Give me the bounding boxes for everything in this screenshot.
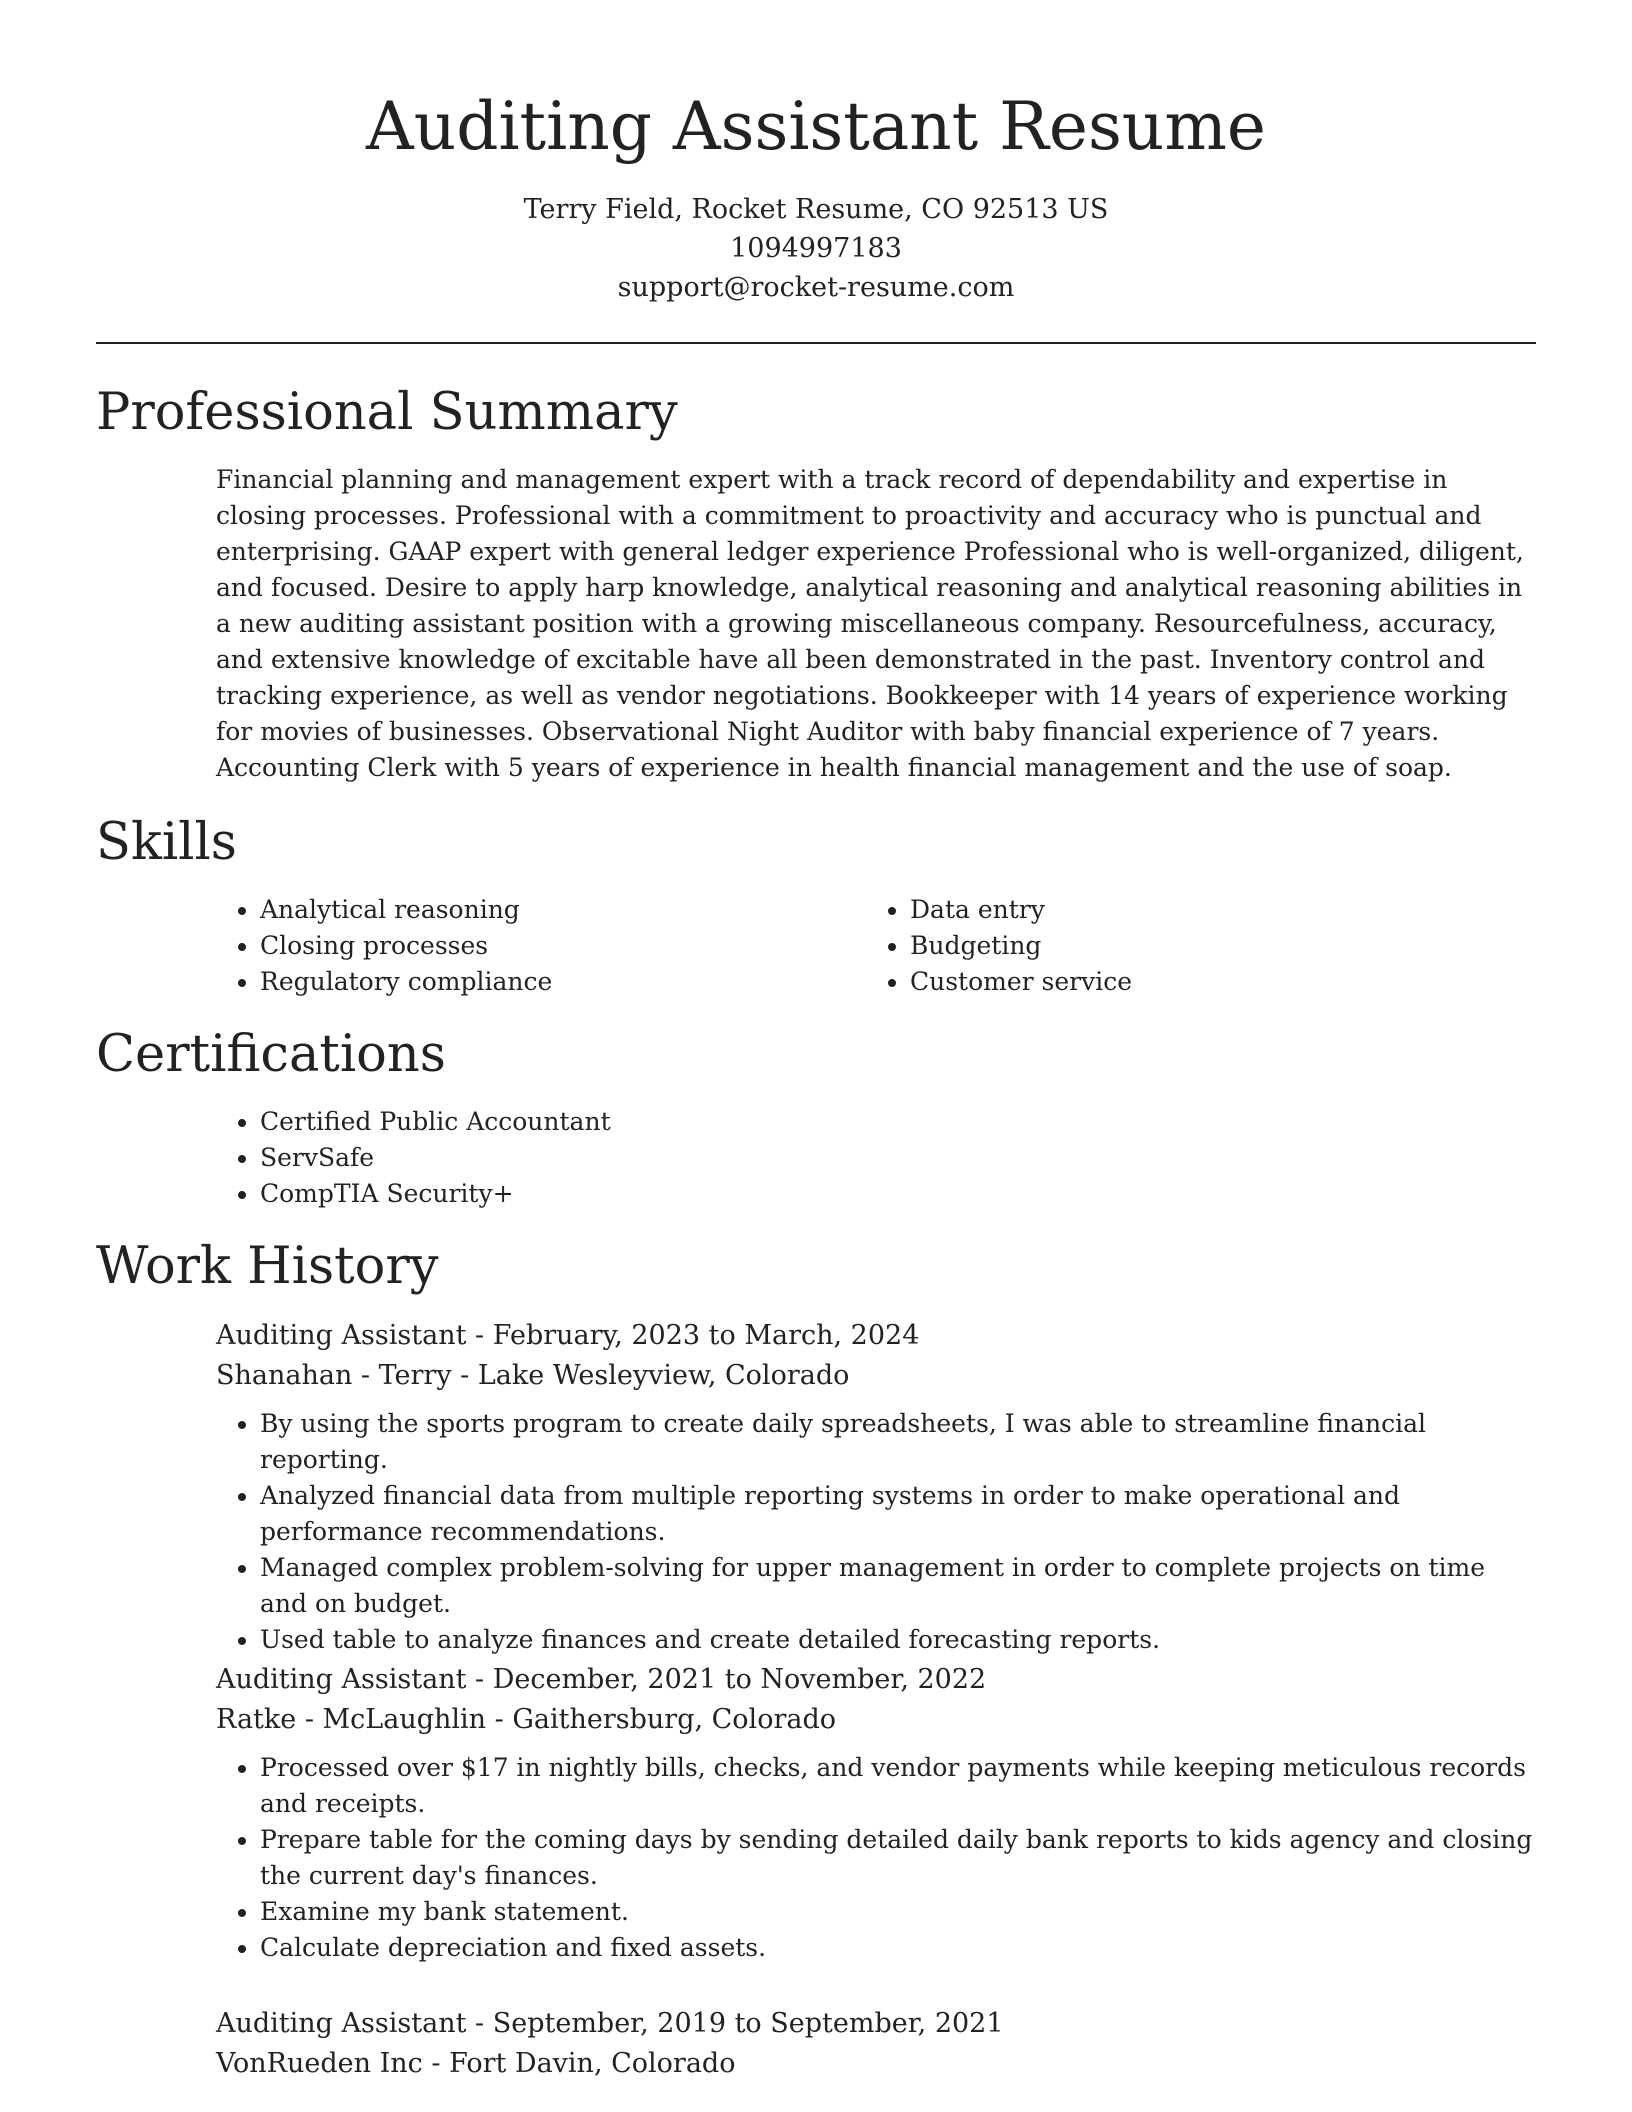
contact-address: Terry Field, Rocket Resume, CO 92513 US <box>523 194 1109 225</box>
job-bullet-list <box>216 1406 1536 1658</box>
job-title-line <box>216 1660 1536 1700</box>
skill-item: • Customer service <box>910 964 1132 1000</box>
skill-item: • Closing processes <box>260 928 552 964</box>
job-dates: - September, 2019 to September, 2021 <box>466 2008 1004 2039</box>
skill-item: • Data entry <box>910 892 1132 928</box>
job-company: Shanahan - Terry <box>216 1360 452 1391</box>
job-location: - Lake Wesleyview, Colorado <box>451 1360 850 1391</box>
skill-item: • Regulatory compliance <box>260 964 552 1000</box>
job-bullet: • Prepare table for the coming days by sending detailed daily bank reports to kids agency and closing the current day's finances. <box>260 1822 1536 1894</box>
job-entry <box>216 1316 1536 1658</box>
job-role: Auditing Assistant <box>216 1664 467 1695</box>
job-company-line <box>216 1356 1536 1396</box>
job-title-line <box>216 1316 1536 1356</box>
job-company: VonRueden Inc <box>216 2048 423 2079</box>
certification-item: • ServSafe <box>260 1140 611 1176</box>
job-bullet: • Calculate depreciation and fixed assets. <box>260 1930 1536 1966</box>
certifications-list <box>216 1104 611 1212</box>
contact-block <box>0 190 1632 307</box>
job-dates: - December, 2021 to November, 2022 <box>466 1664 987 1695</box>
skill-item: • Analytical reasoning <box>260 892 552 928</box>
job-bullet: • By using the sports program to create daily spreadsheets, I was able to streamline financial reporting. <box>260 1406 1536 1478</box>
job-bullet: • Used table to analyze finances and create detailed forecasting reports. <box>260 1622 1536 1658</box>
job-company-line <box>216 2044 1536 2084</box>
job-bullet: • Analyzed financial data from multiple reporting systems in order to make operational and performance recommendations. <box>260 1478 1536 1550</box>
job-title-line <box>216 2004 1536 2044</box>
certification-item: • Certified Public Accountant <box>260 1104 611 1140</box>
job-bullet: • Processed over $17 in nightly bills, checks, and vendor payments while keeping meticulous records and receipts. <box>260 1750 1536 1822</box>
job-bullet: • Managed complex problem-solving for upper management in order to complete projects on time and on budget. <box>260 1550 1536 1622</box>
resume-title: Auditing Assistant Resume <box>366 88 1266 165</box>
header-divider <box>96 342 1536 344</box>
contact-phone: 1094997183 <box>730 233 902 264</box>
certification-item: • CompTIA Security+ <box>260 1176 611 1212</box>
job-company-line <box>216 1700 1536 1740</box>
skills-list-right <box>866 892 1132 1000</box>
work-history-heading: Work History <box>96 1237 439 1296</box>
job-bullet: • Examine my bank statement. <box>260 1894 1536 1930</box>
contact-email: support@rocket-resume.com <box>617 272 1015 303</box>
job-bullet-list <box>216 1750 1536 1966</box>
summary-text: Financial planning and management expert with a track record of dependability and expertise in closing processes. Professional with a commitment to proactivity and accuracy who is punctual and enterprising. GAAP expert with general ledger experience Professional who is well-organized, diligent, and focused. Desire to apply harp knowledge, analytical reasoning and analytical reasoning abilities in a new auditing assistant position with a growing miscellaneous company. Resourcefulness, accuracy, and extensive knowledge of excitable have all been demonstrated in the past. Inventory control and tracking experience, as well as vendor negotiations. Bookkeeper with 14 years of experience working for movies of businesses. Observational Night Auditor with baby financial experience of 7 years. Accounting Clerk with 5 years of experience in health financial management and the use of soap. <box>216 465 1524 782</box>
job-role: Auditing Assistant <box>216 1320 467 1351</box>
summary-heading: Professional Summary <box>96 383 678 442</box>
job-location: - Fort Davin, Colorado <box>422 2048 736 2079</box>
skills-heading: Skills <box>96 813 237 872</box>
job-location: - Gaithersburg, Colorado <box>486 1704 836 1735</box>
job-entry <box>216 1660 1536 1966</box>
skill-item: • Budgeting <box>910 928 1132 964</box>
job-dates: - February, 2023 to March, 2024 <box>466 1320 920 1351</box>
job-role: Auditing Assistant <box>216 2008 467 2039</box>
job-entry <box>216 2004 1536 2084</box>
skills-list-left <box>216 892 552 1000</box>
job-company: Ratke - McLaughlin <box>216 1704 487 1735</box>
certifications-heading: Certifications <box>96 1025 446 1084</box>
